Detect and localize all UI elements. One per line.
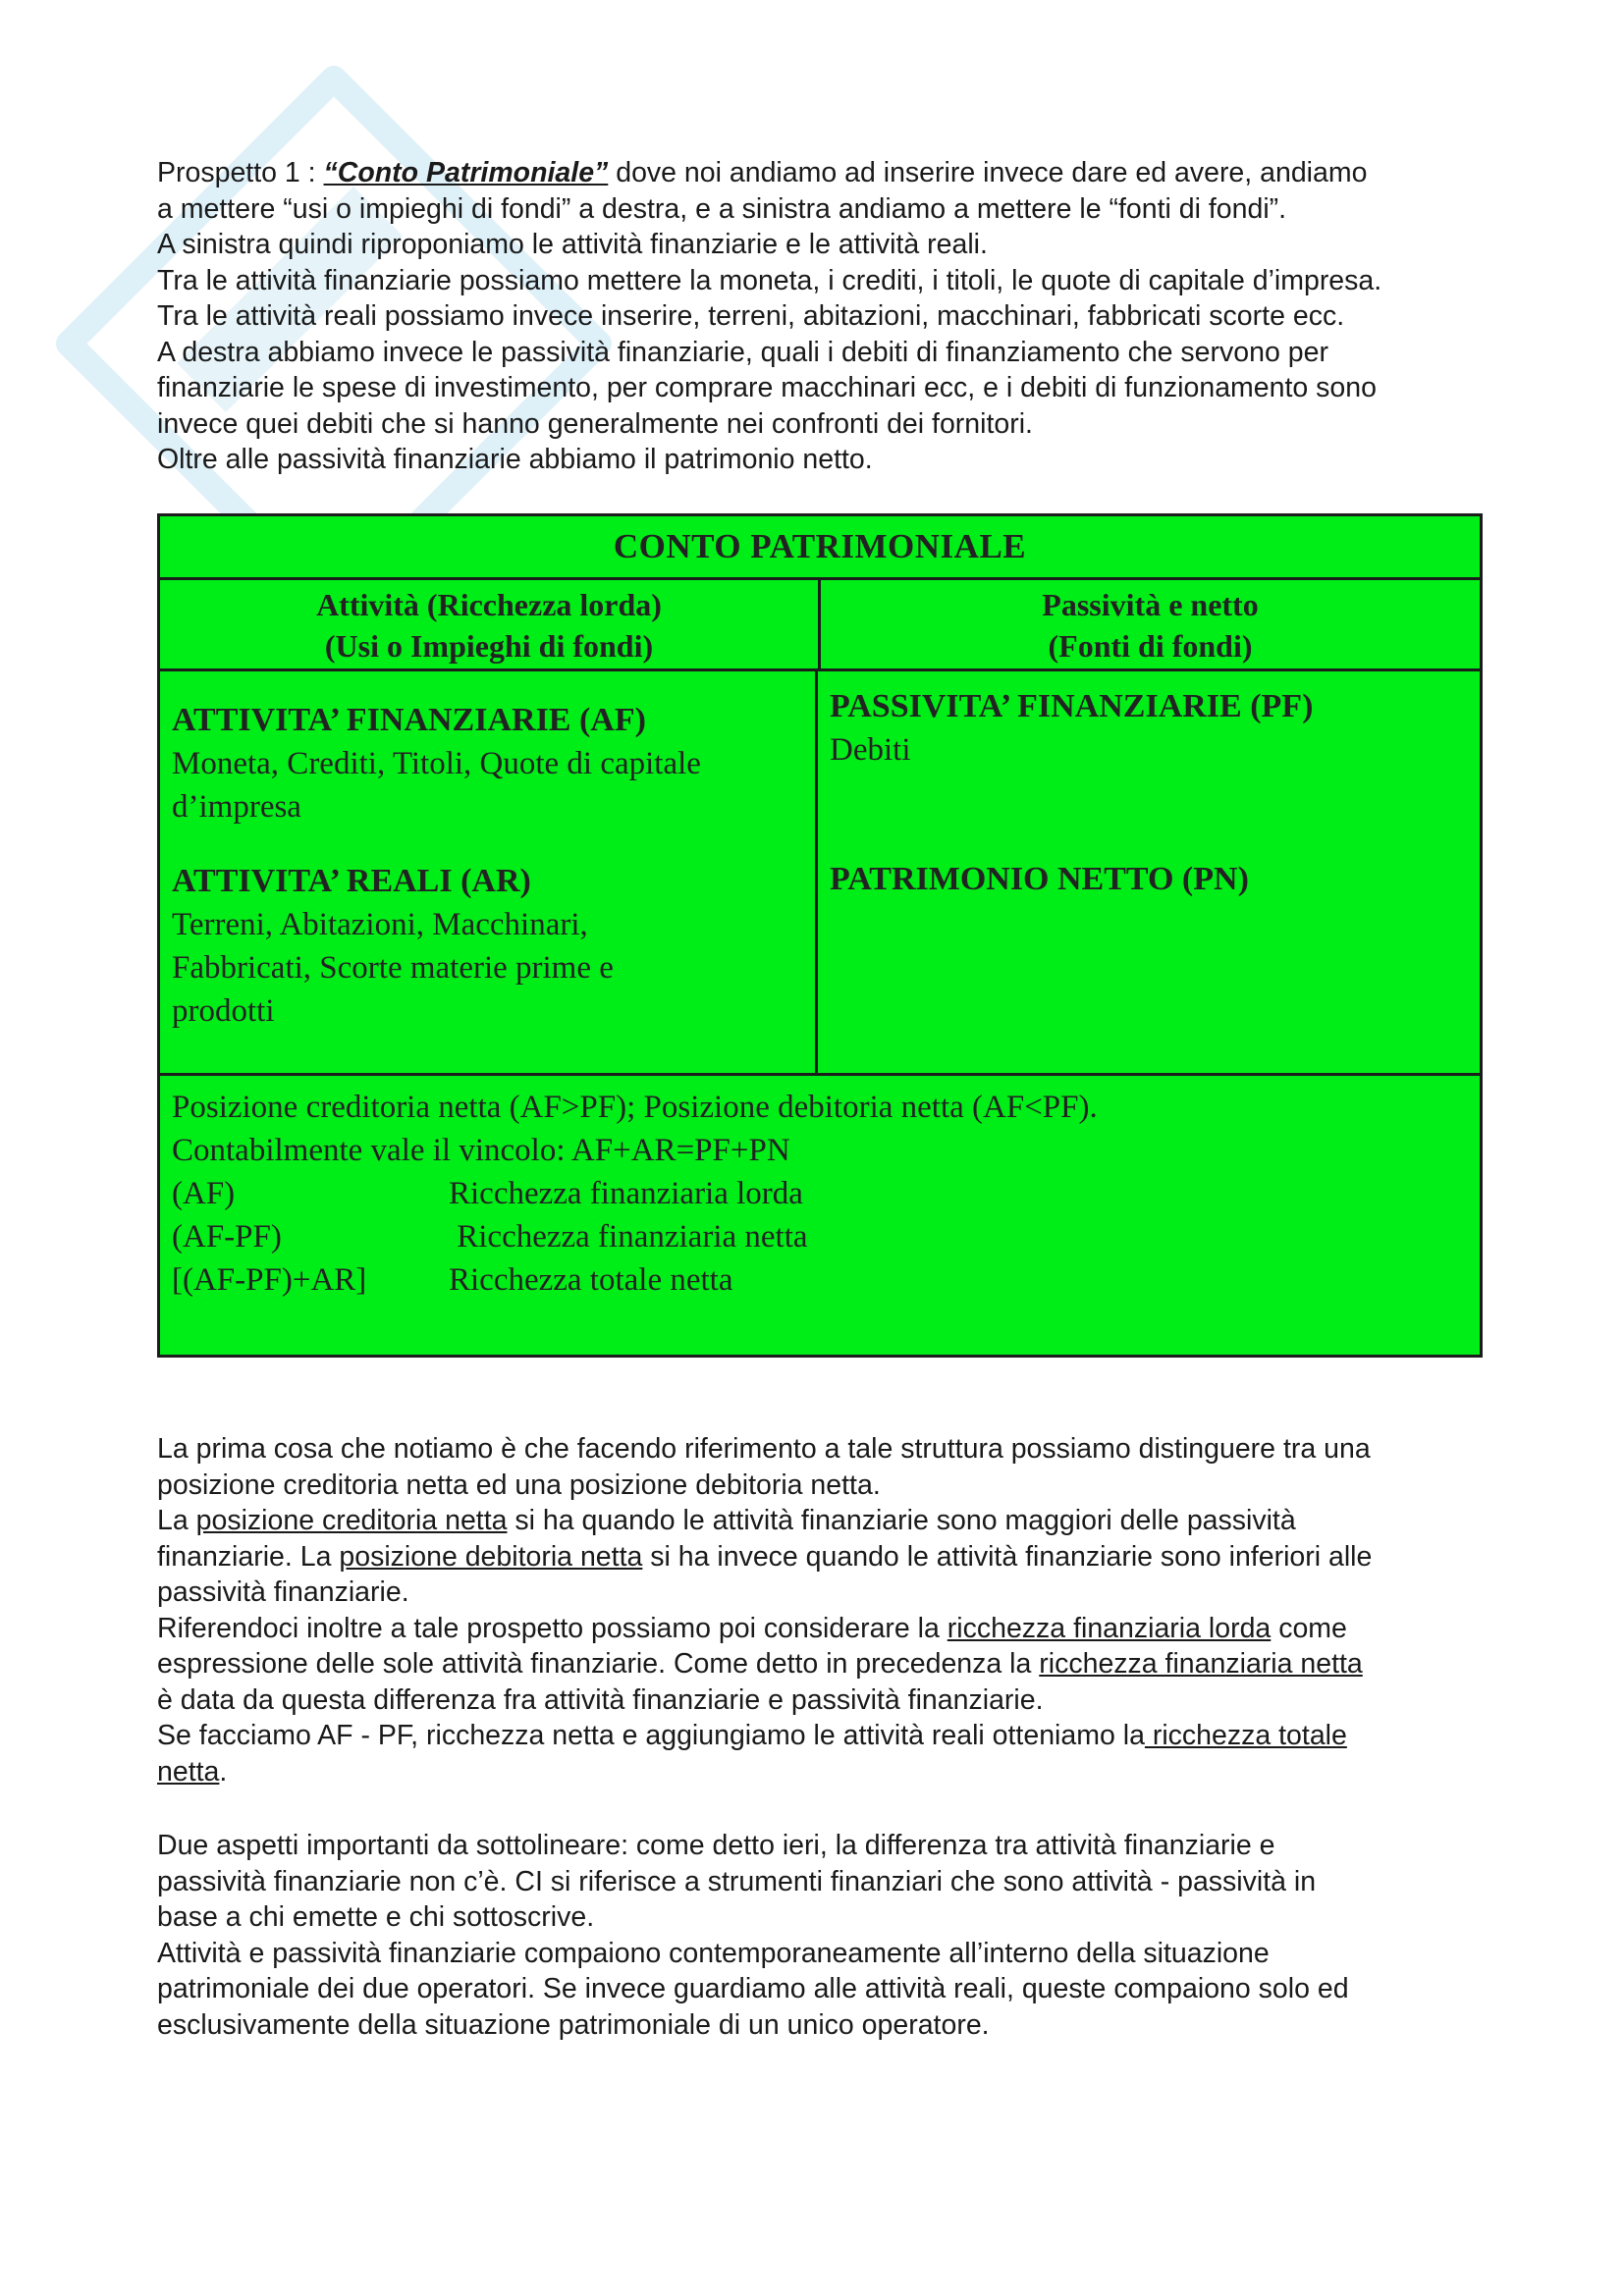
assets-header-line: Attività (Ricchezza lorda) <box>316 587 662 622</box>
intro-line: finanziarie le spese di investimento, per comprare macchinari ecc, e i debiti di funzionamento sono <box>157 372 1377 403</box>
underlined-term: ricchezza totale <box>1144 1720 1347 1751</box>
pn-title: PATRIMONIO NETTO (PN) <box>830 861 1249 897</box>
text-run: Riferendoci inoltre a tale prospetto possiamo poi considerare la <box>157 1612 947 1644</box>
body-line: esclusivamente della situazione patrimoniale di un unico operatore. <box>157 2008 990 2041</box>
text-run: . <box>219 1755 228 1788</box>
ar-title: ATTIVITA’ REALI (AR) <box>172 863 531 899</box>
text-run: come <box>1271 1612 1347 1644</box>
body-line: passività finanziarie. <box>157 1576 409 1608</box>
body-line <box>157 1503 1483 1539</box>
definition-row <box>172 1172 1480 1215</box>
body-line: è data da questa differenza fra attività finanziarie e passività finanziarie. <box>157 1683 1044 1716</box>
assets-column-header <box>160 580 821 668</box>
sheet-footer <box>160 1076 1480 1302</box>
body-line <box>157 1611 1483 1647</box>
balance-sheet-table <box>157 513 1483 1358</box>
body-line: patrimoniale dei due operatori. Se invece guardiamo alle attività reali, queste compaiono solo ed <box>157 1973 1349 2004</box>
intro-line: invece quei debiti che si hanno generalmente nei confronti dei fornitori. <box>157 407 1033 440</box>
intro-line1: dove noi andiamo ad inserire invece dare ed avere, andiamo <box>608 157 1368 188</box>
definition-key: (AF) <box>172 1176 236 1211</box>
sheet-title: CONTO PATRIMONIALE <box>160 516 1480 580</box>
intro-line: Tra le attività finanziarie possiamo mettere la moneta, i crediti, i titoli, le quote di capitale d’impresa. <box>157 264 1382 296</box>
liabilities-cell <box>818 671 1480 1073</box>
pf-title: PASSIVITA’ FINANZIARIE (PF) <box>830 688 1314 724</box>
body-line <box>157 1539 1483 1575</box>
body-line: Attività e passività finanziarie compaiono contemporaneamente all’interno della situazione <box>157 1937 1270 1969</box>
body-line <box>157 1754 1483 1790</box>
underlined-term: ricchezza finanziaria lorda <box>947 1612 1272 1644</box>
definition-value: Ricchezza totale netta <box>449 1262 733 1298</box>
body-line <box>157 1646 1483 1682</box>
intro-line: A sinistra quindi riproponiamo le attività finanziarie e le attività reali. <box>157 229 988 260</box>
text-run: espressione delle sole attività finanziarie. Come detto in precedenza la <box>157 1648 1040 1680</box>
intro-line: A destra abbiamo invece le passività finanziarie, quali i debiti di finanziamento che servono per <box>157 336 1328 368</box>
af-title: ATTIVITA’ FINANZIARIE (AF) <box>172 702 646 738</box>
definition-key: [(AF-PF)+AR] <box>172 1262 367 1298</box>
text-run: Se facciamo AF - PF, ricchezza netta e aggiungiamo le attività reali otteniamo la <box>157 1720 1145 1751</box>
intro-paragraph <box>157 155 1483 478</box>
body-line: base a chi emette e chi sottoscrive. <box>157 1901 595 1933</box>
sheet-body <box>160 671 1480 1076</box>
text-run: finanziarie. La <box>157 1540 340 1573</box>
intro-line: Tra le attività reali possiamo invece inserire, terreni, abitazioni, macchinari, fabbricati scorte ecc. <box>157 300 1345 332</box>
liabilities-header-line: Passività e netto <box>1042 587 1259 622</box>
footer-constraint: Contabilmente vale il vincolo: AF+AR=PF+PN <box>172 1133 790 1168</box>
body-paragraph-1 <box>157 1431 1483 1789</box>
definition-row <box>172 1215 1480 1258</box>
intro-line: Oltre alle passività finanziarie abbiamo il patrimonio netto. <box>157 444 873 475</box>
ar-items: Terreni, Abitazioni, Macchinari, <box>172 907 588 942</box>
ar-items: prodotti <box>172 993 275 1029</box>
text-run: La <box>157 1505 196 1536</box>
body-paragraph-2 <box>157 1828 1483 2043</box>
underlined-term: netta <box>157 1755 220 1788</box>
pf-items: Debiti <box>830 732 911 768</box>
liabilities-column-header <box>821 580 1480 668</box>
body-line: posizione creditoria netta ed una posizione debitoria netta. <box>157 1468 881 1501</box>
underlined-term: posizione debitoria netta <box>339 1540 643 1573</box>
definition-value: Ricchezza finanziaria lorda <box>449 1176 803 1211</box>
af-items: d’impresa <box>172 789 301 825</box>
text-run: si ha invece quando le attività finanziarie sono inferiori alle <box>642 1540 1373 1573</box>
definition-key: (AF-PF) <box>172 1219 282 1255</box>
intro-title: “Conto Patrimoniale” <box>323 157 609 188</box>
body-line: Due aspetti importanti da sottolineare: come detto ieri, la differenza tra attività finanziarie e <box>157 1830 1275 1861</box>
definition-row <box>172 1258 1480 1302</box>
liabilities-header-line: (Fonti di fondi) <box>1048 628 1253 664</box>
body-line: La prima cosa che notiamo è che facendo riferimento a tale struttura possiamo distinguere tra una <box>157 1433 1371 1465</box>
body-line <box>157 1718 1483 1754</box>
definition-value: Ricchezza finanziaria netta <box>449 1219 808 1255</box>
sheet-column-headers <box>160 580 1480 671</box>
af-items: Moneta, Crediti, Titoli, Quote di capitale <box>172 746 701 781</box>
intro-line: a mettere “usi o impieghi di fondi” a destra, e a sinistra andiamo a mettere le “fonti di fondi”. <box>157 192 1287 225</box>
intro-prefix: Prospetto 1 : <box>157 157 324 188</box>
assets-cell <box>160 671 818 1073</box>
footer-positions: Posizione creditoria netta (AF>PF); Posizione debitoria netta (AF<PF). <box>172 1090 1098 1125</box>
underlined-term: posizione creditoria netta <box>195 1505 508 1536</box>
underlined-term: ricchezza finanziaria netta <box>1039 1648 1363 1680</box>
body-line: passività finanziarie non c’è. CI si riferisce a strumenti finanziari che sono attività - passività in <box>157 1865 1317 1897</box>
text-run: si ha quando le attività finanziarie sono maggiori delle passività <box>507 1505 1296 1536</box>
assets-header-line: (Usi o Impieghi di fondi) <box>324 628 654 664</box>
ar-items: Fabbricati, Scorte materie prime e <box>172 950 614 986</box>
